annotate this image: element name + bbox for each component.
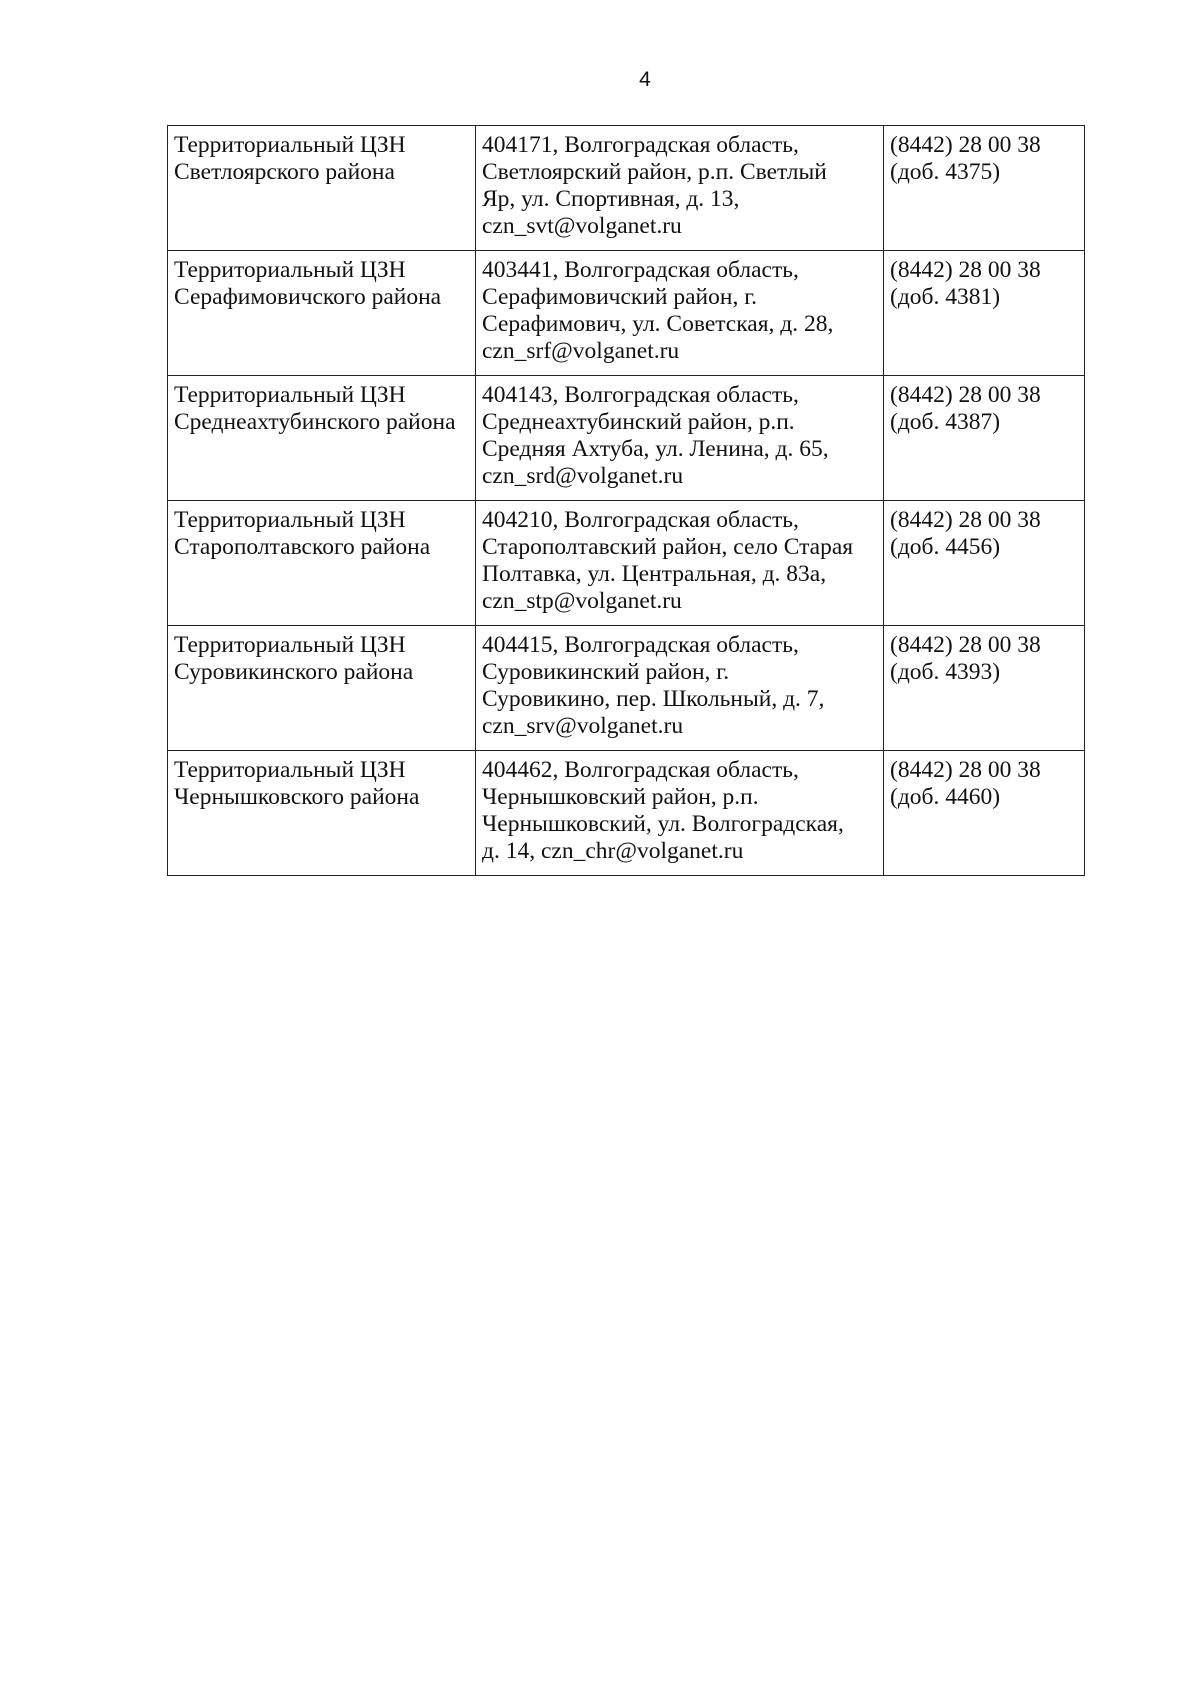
email-line: czn_stp@volganet.ru xyxy=(482,588,682,614)
phone-cell xyxy=(884,626,1085,751)
center-name-line: Чернышковского района xyxy=(174,784,420,810)
page-number: 4 xyxy=(639,68,651,91)
phone-cell xyxy=(884,501,1085,626)
address-line: 404462, Волгоградская область, xyxy=(482,757,799,783)
center-name-line: Территориальный ЦЗН xyxy=(174,757,406,783)
center-name-line: Среднеахтубинского района xyxy=(174,409,456,435)
address-line: 404415, Волгоградская область, xyxy=(482,632,799,658)
table-row xyxy=(168,251,1085,376)
center-name-cell xyxy=(168,501,476,626)
center-name-line: Территориальный ЦЗН xyxy=(174,132,406,158)
phone-extension: (доб. 4456) xyxy=(890,534,1001,560)
center-name-line: Территориальный ЦЗН xyxy=(174,382,406,408)
phone-extension: (доб. 4375) xyxy=(890,159,1001,185)
phone-cell xyxy=(884,126,1085,251)
email-line: czn_srv@volganet.ru xyxy=(482,713,684,739)
phone-number: (8442) 28 00 38 xyxy=(890,132,1041,158)
center-name-line: Светлоярского района xyxy=(174,159,395,185)
address-cell xyxy=(476,126,884,251)
address-line: Среднеахтубинский район, р.п. xyxy=(482,409,795,435)
address-cell xyxy=(476,251,884,376)
center-name-cell xyxy=(168,751,476,876)
address-cell xyxy=(476,626,884,751)
center-name-line: Территориальный ЦЗН xyxy=(174,507,406,533)
email-line: czn_svt@volganet.ru xyxy=(482,213,682,239)
employment-centers-table xyxy=(167,125,1085,876)
phone-number: (8442) 28 00 38 xyxy=(890,632,1041,658)
address-line: Старополтавский район, село Старая xyxy=(482,534,854,560)
phone-number: (8442) 28 00 38 xyxy=(890,507,1041,533)
table-row xyxy=(168,376,1085,501)
address-cell xyxy=(476,501,884,626)
phone-extension: (доб. 4393) xyxy=(890,659,1001,685)
table-row xyxy=(168,501,1085,626)
phone-number: (8442) 28 00 38 xyxy=(890,382,1041,408)
phone-cell xyxy=(884,376,1085,501)
phone-extension: (доб. 4381) xyxy=(890,284,1001,310)
table-row xyxy=(168,126,1085,251)
phone-extension: (доб. 4387) xyxy=(890,409,1001,435)
address-line: 403441, Волгоградская область, xyxy=(482,257,799,283)
center-name-line: Серафимовичского района xyxy=(174,284,442,310)
center-name-cell xyxy=(168,376,476,501)
address-line: Чернышковский район, р.п. xyxy=(482,784,759,810)
phone-number: (8442) 28 00 38 xyxy=(890,257,1041,283)
phone-cell xyxy=(884,751,1085,876)
address-cell xyxy=(476,751,884,876)
center-name-line: Старополтавского района xyxy=(174,534,431,560)
phone-cell xyxy=(884,251,1085,376)
address-line: Полтавка, ул. Центральная, д. 83а, xyxy=(482,561,827,587)
email-line: czn_srd@volganet.ru xyxy=(482,463,684,489)
center-name-cell xyxy=(168,626,476,751)
email-line: czn_srf@volganet.ru xyxy=(482,338,680,364)
table-row xyxy=(168,751,1085,876)
address-line: Средняя Ахтуба, ул. Ленина, д. 65, xyxy=(482,436,829,462)
center-name-line: Суровикинского района xyxy=(174,659,414,685)
phone-extension: (доб. 4460) xyxy=(890,784,1001,810)
address-line: Светлоярский район, р.п. Светлый xyxy=(482,159,827,185)
address-line: 404210, Волгоградская область, xyxy=(482,507,799,533)
center-name-line: Территориальный ЦЗН xyxy=(174,632,406,658)
address-line: Серафимовичский район, г. xyxy=(482,284,758,310)
table-row xyxy=(168,626,1085,751)
address-line: 404143, Волгоградская область, xyxy=(482,382,799,408)
address-email-line: д. 14, czn_chr@volganet.ru xyxy=(482,838,744,864)
address-cell xyxy=(476,376,884,501)
phone-number: (8442) 28 00 38 xyxy=(890,757,1041,783)
center-name-cell xyxy=(168,126,476,251)
address-line: 404171, Волгоградская область, xyxy=(482,132,799,158)
address-line: Серафимович, ул. Советская, д. 28, xyxy=(482,311,834,337)
address-line: Чернышковский, ул. Волгоградская, xyxy=(482,811,844,837)
center-name-line: Территориальный ЦЗН xyxy=(174,257,406,283)
address-line: Суровикинский район, г. xyxy=(482,659,730,685)
center-name-cell xyxy=(168,251,476,376)
address-line: Суровикино, пер. Школьный, д. 7, xyxy=(482,686,825,712)
address-line: Яр, ул. Спортивная, д. 13, xyxy=(482,186,740,212)
